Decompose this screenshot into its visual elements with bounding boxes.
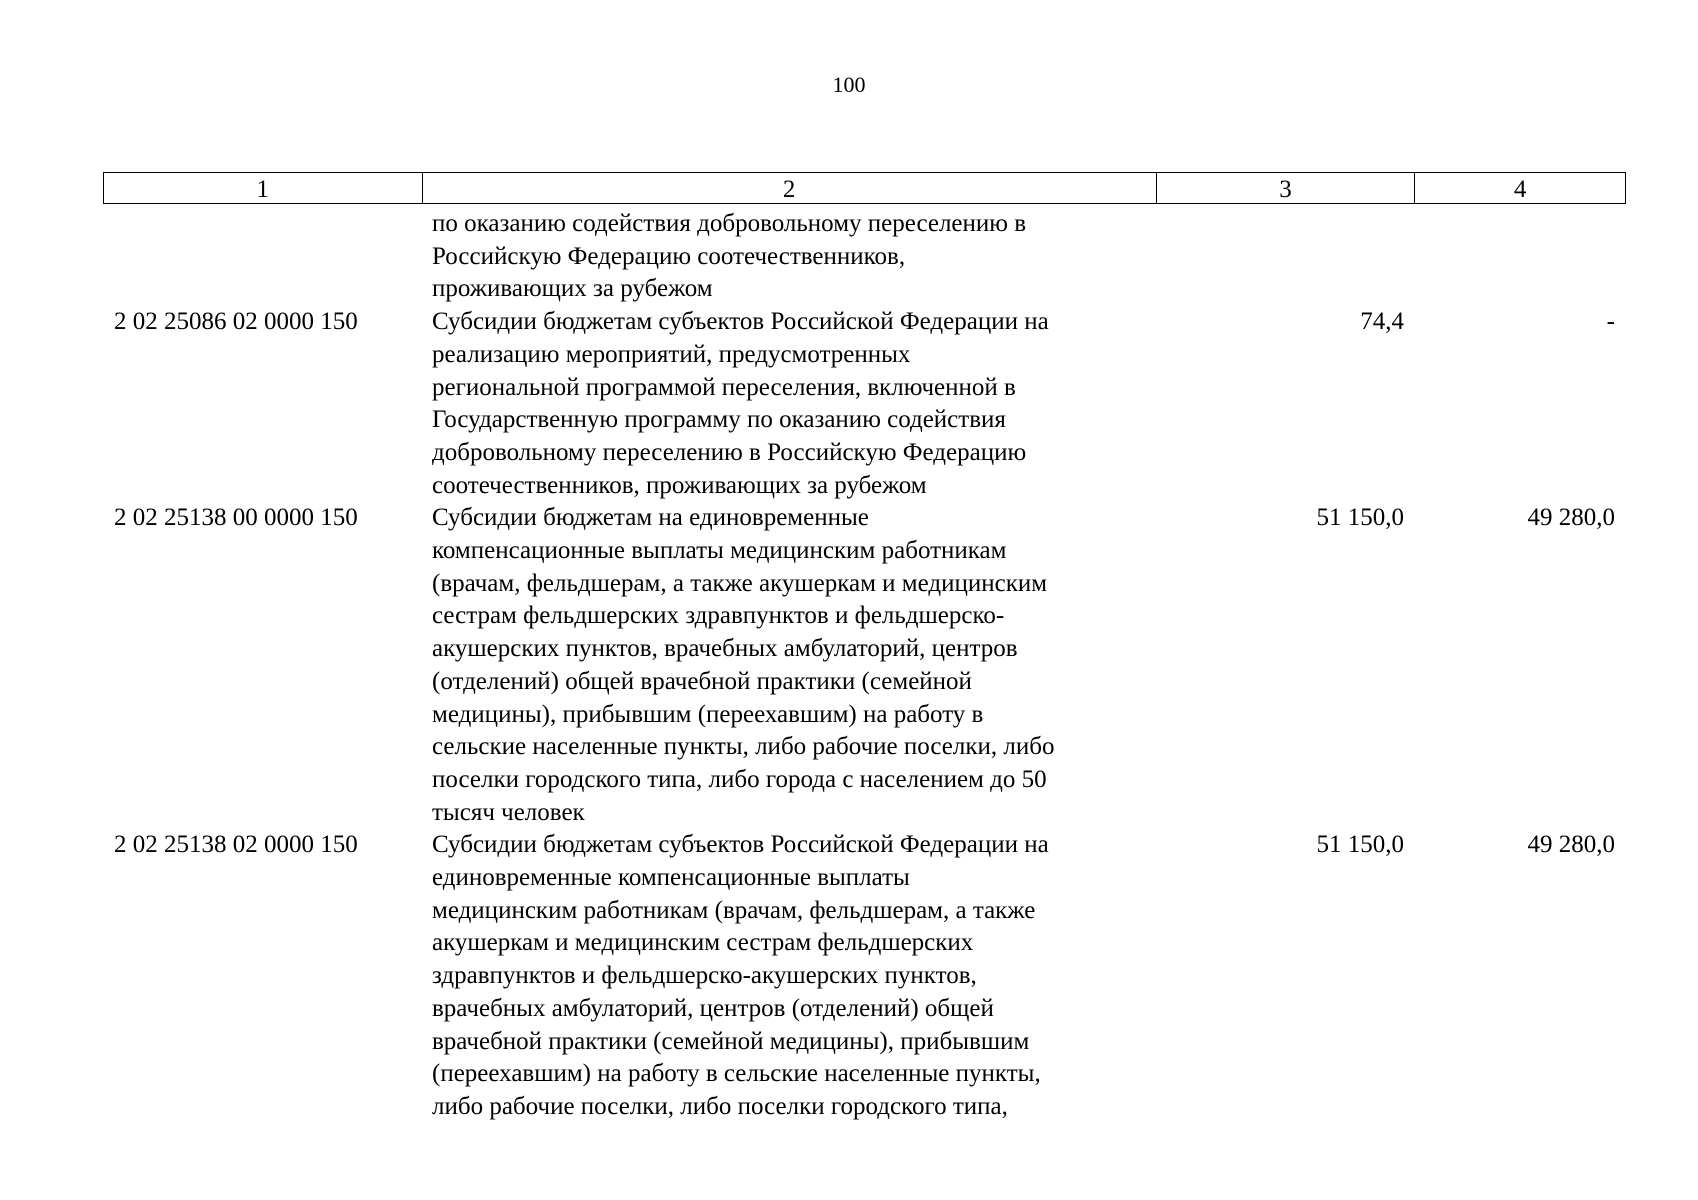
description-line: соотечественников, проживающих за рубежом [432,471,927,499]
description-line: тысяч человек [432,798,585,826]
description-line: Субсидии бюджетам субъектов Российской Федерации на [432,308,1049,336]
row-value-col4: - [1606,308,1615,336]
header-cell-3: 3 [1156,173,1415,203]
row-description [421,208,1156,306]
description-line: реализацию мероприятий, предусмотренных [432,340,911,368]
description-line: врачебных амбулаторий, центров (отделений) общей [432,994,994,1022]
row-code [103,208,421,306]
description-line: Субсидии бюджетам на единовременные [432,504,869,532]
description-line: акушеркам и медицинским сестрам фельдшерских [432,929,974,957]
description-line: здравпунктов и фельдшерско-акушерских пунктов, [432,962,977,990]
row-description [421,306,1156,502]
description-line: единовременные компенсационные выплаты [432,864,910,892]
description-line: либо рабочие поселки, либо поселки городского типа, [432,1092,1008,1120]
row-value-col3: 51 150,0 [1316,831,1404,859]
description-line: Государственную программу по оказанию содействия [432,406,1006,434]
description-line: медицины), прибывшим (переехавшим) на работу в [432,700,984,728]
header-cell-2: 2 [422,173,1156,203]
row-description [421,502,1156,829]
description-line: (отделений) общей врачебной практики (семейной [432,667,972,695]
row-value-col3 [1156,208,1415,306]
page-number: 100 [832,72,866,97]
table-row [103,829,1626,1123]
row-code: 2 02 25138 00 0000 150 [114,504,358,532]
row-value-col4: 49 280,0 [1527,504,1615,532]
description-line: по оказанию содействия добровольному переселению в [432,210,1027,237]
table-body [103,208,1626,1124]
description-line: сестрам фельдшерских здравпунктов и фельдшерско- [432,602,1005,630]
description-line: сельские населенные пункты, либо рабочие поселки, либо [432,733,1055,761]
description-line: добровольному переселению в Российскую Федерацию [432,438,1027,466]
description-line: (врачам, фельдшерам, а также акушеркам и медицинским [432,569,1048,597]
description-line: Субсидии бюджетам субъектов Российской Федерации на [432,831,1049,859]
row-value-col3: 74,4 [1360,308,1404,336]
table-header-row [103,172,1626,204]
row-description [421,829,1156,1123]
row-code: 2 02 25086 02 0000 150 [114,308,358,336]
description-line: врачебной практики (семейной медицины), прибывшим [432,1027,1030,1055]
row-value-col4 [1415,208,1626,306]
header-cell-4: 4 [1414,173,1625,203]
description-line: региональной программой переселения, включенной в [432,373,1016,401]
table-row [103,502,1626,829]
description-line: компенсационные выплаты медицинским работникам [432,537,1007,565]
description-line: Российскую Федерацию соотечественников, [432,242,906,270]
description-line: поселки городского типа, либо города с населением до 50 [432,765,1047,793]
description-line: акушерских пунктов, врачебных амбулаторий, центров [432,635,1018,663]
header-cell-1: 1 [256,176,270,203]
row-value-col4: 49 280,0 [1527,831,1615,859]
row-code: 2 02 25138 02 0000 150 [114,831,358,859]
table-row [103,306,1626,502]
description-line: медицинским работникам (врачам, фельдшерам, а также [432,896,1036,924]
description-line: проживающих за рубежом [432,275,713,303]
row-value-col3: 51 150,0 [1316,504,1404,532]
table-row [103,208,1626,306]
description-line: (переехавшим) на работу в сельские населенные пункты, [432,1060,1041,1088]
